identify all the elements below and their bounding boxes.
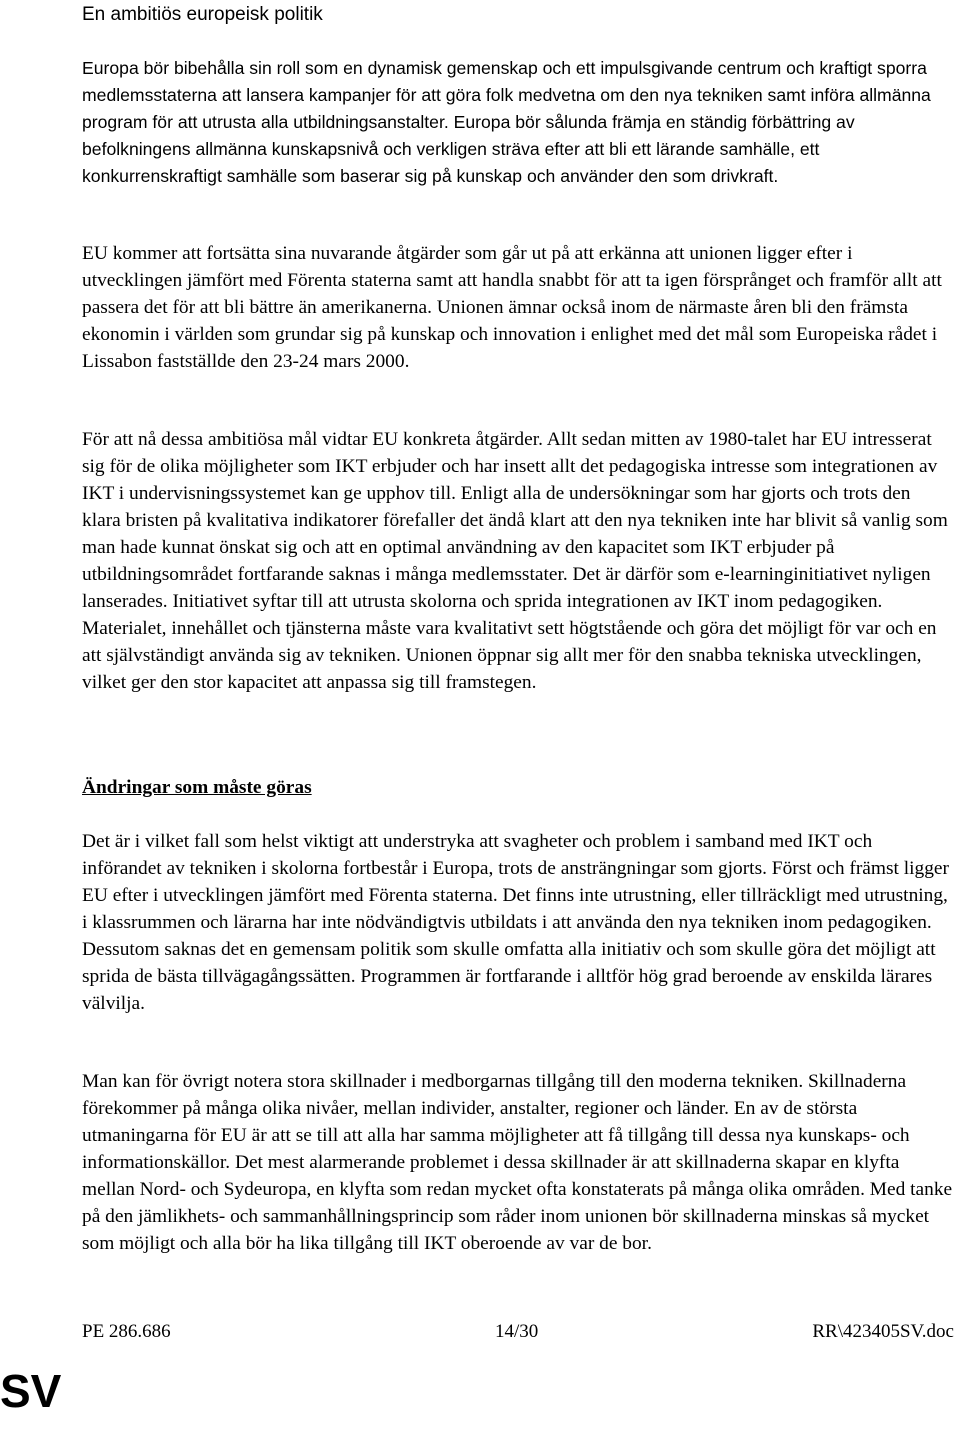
footer-file-reference: RR\423405SV.doc [812, 1321, 954, 1342]
paragraph-ambitious-goals: För att nå dessa ambitiösa mål vidtar EU konkreta åtgärder. Allt sedan mitten av 1980-talet har EU intresserat sig för de olika möjligheter som IKT erbjuder och har insett allt det pedagogiska intresse som integrationen av IKT i undervisningssystemet kan ge upphov till. Enligt alla de undersökningar som har gjorts och trots den klara bristen på kvalitativa indikatorer förefaller det ändå klart att den nya tekniken inte har blivit så vanlig som man hade kunnat önskat sig och att en optimal användning av den kapacitet som IKT erbjuder på utbildningsområdet fortfarande saknas i många medlemsstater. Det är därför som e-learninginitiativet nyligen lanserades. Initiativet syftar till att utrusta skolorna och sprida integrationen av IKT inom pedagogiken. Materialet, innehållet och tjänsterna måste vara kvalitativt sett högtstående och göra det möjligt för var och en att självständigt använda sig av tekniken. Unionen öppnar sig allt mer för den snabba tekniska utvecklingen, vilket ger den stor kapacitet att anpassa sig till framstegen. [82, 429, 948, 693]
footer-page-number: 14/30 [495, 1321, 539, 1342]
paragraph-differences: Man kan för övrigt notera stora skillnader i medborgarnas tillgång till den moderna tekniken. Skillnaderna förekommer på många olika nivåer, mellan individer, anstalter, regioner och länder. En av de största utmaningarna för EU är att se till att alla har samma möjligheter att få tillgång till dessa nya kunskaps- och informationskällor. Det mest alarmerande problemet i dessa skillnader är att skillnaderna skapar en klyfta mellan Nord- och Sydeuropa, en klyfta som redan mycket ofta konstaterats på många olika områden. Med tanke på den jämlikhets- och sammanhållningsprincip som råder inom unionen bör skillnaderna minskas så mycket som möjligt och alla bör ha lika tillgång till IKT oberoende av var de bor. [82, 1071, 953, 1254]
language-badge: SV [0, 1365, 62, 1417]
section-heading: En ambitiös europeisk politik [82, 4, 323, 25]
paragraph-weaknesses: Det är i vilket fall som helst viktigt att understryka att svagheter och problem i samband med IKT och införandet av tekniken i skolorna fortbestår i Europa, trots de ansträngningar som gjorts. Först och främst ligger EU efter i utvecklingen jämfört med Förenta staterna. Det finns inte utrustning, eller tillräckligt med utrustning, i klassrummen och lärarna har inte nödvändigtvis utbildats i att använda den nya tekniken inom pedagogiken. Dessutom saknas det en gemensam politik som skulle omfatta alla initiativ och som skulle göra det möjligt att sprida de bästa tillvägagångssätten. Programmen är fortfarande i alltför hög grad beroende av enskilda lärares välvilja. [82, 831, 949, 1014]
paragraph-europe-role: Europa bör bibehålla sin roll som en dynamisk gemenskap och ett impulsgivande centrum och kraftigt sporra medlemsstaterna att lansera kampanjer för att göra folk medvetna om den nya tekniken samt införa allmänna program för att utrusta alla utbildningsanstalter. Europa bör sålunda främja en ständig förbättring av befolkningens allmänna kunskapsnivå och verkligen sträva efter att bli ett lärande samhälle, ett konkurrenskraftigt samhälle som baserar sig på kunskap och använder den som drivkraft. [82, 58, 931, 186]
subsection-heading: Ändringar som måste göras [82, 777, 312, 798]
footer-document-number: PE 286.686 [82, 1321, 171, 1342]
paragraph-eu-measures: EU kommer att fortsätta sina nuvarande åtgärder som går ut på att erkänna att unionen ligger efter i utvecklingen jämfört med Förenta staterna samt att handla snabbt för att ta igen försprånget och framför allt att passera det för att bli bättre än amerikanerna. Unionen ämnar också inom de närmaste åren bli den främsta ekonomin i världen som grundar sig på kunskap och innovation i enlighet med det mål som Europeiska rådet i Lissabon fastställde den 23-24 mars 2000. [82, 243, 942, 372]
page-footer [82, 1320, 958, 1344]
